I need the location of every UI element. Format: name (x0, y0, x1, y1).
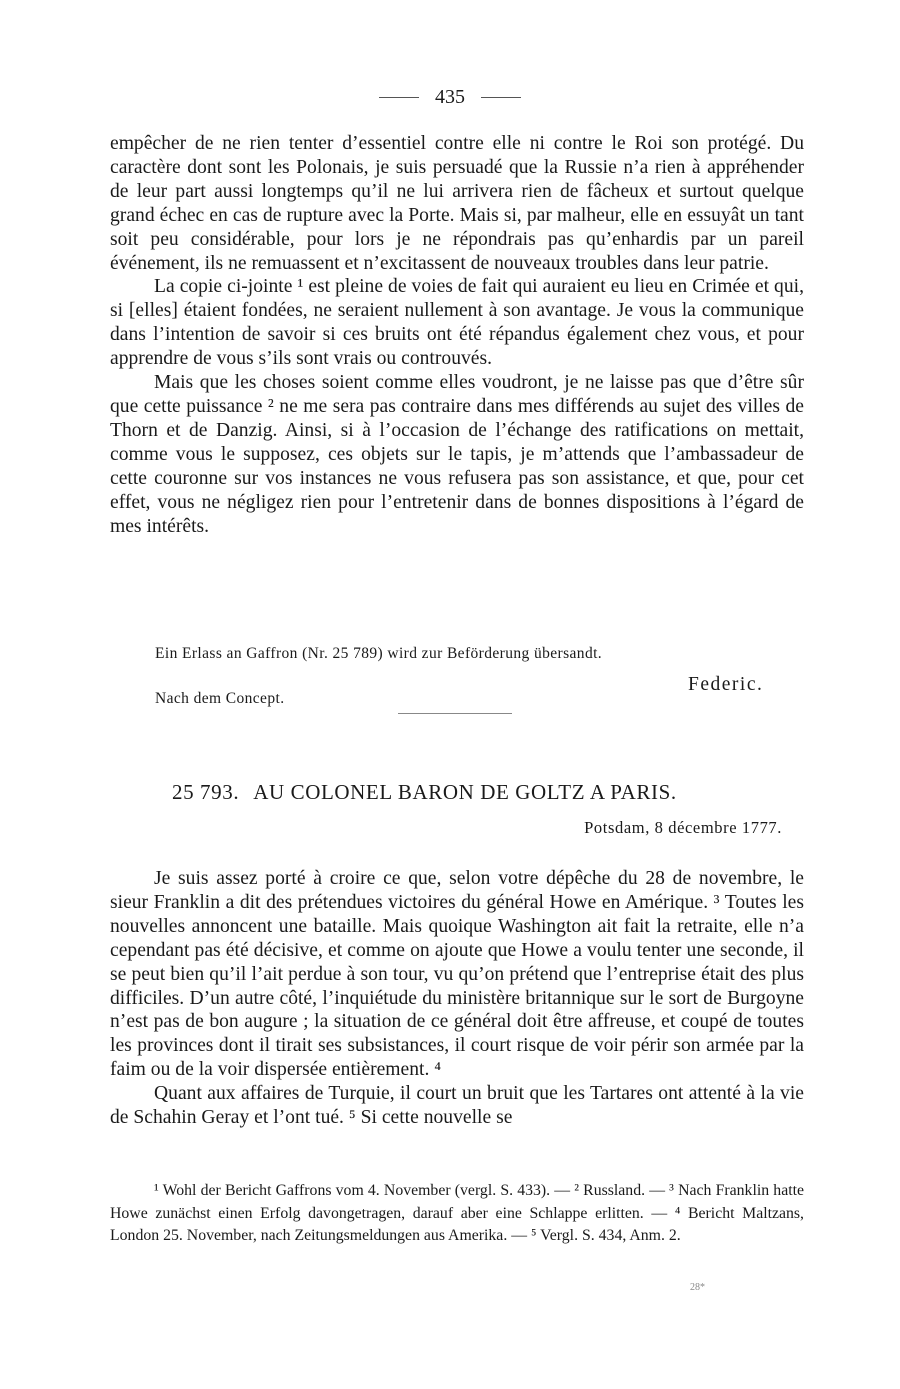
page-number: 435 (435, 86, 465, 108)
section-divider (398, 713, 512, 714)
paragraph: Je suis assez porté à croire ce que, selon votre dépêche du 28 de novembre, le sieur Franklin a dit des prétendues victoires du général Howe en Amérique. ³ Toutes les nouvelles annoncent une bataille. Mais quoique Washington ait fait la retraite, elle n’a cependant pas été décisive, et comme on ajoute que Howe a voulu tenter une seconde, il se peut bien qu’il l’ait perdue à son tour, vu qu’on prétend que l’entreprise était des plus difficiles. D’un autre côté, l’inquiétude du ministère britannique sur le sort de Burgoyne n’est pas de bon augure ; la situation de ce général doit être affreuse, et coupé de toutes les provinces dont il tirait ses subsistances, il court risque de voir périr son armée par la faim ou de la voir dispersée entièrement. ⁴ (110, 868, 804, 1081)
printer-signature-mark: 28* (690, 1282, 705, 1293)
signature: Federic. (688, 674, 764, 695)
header-rule-right (481, 97, 521, 98)
letter-number: 25 793. (172, 780, 240, 804)
source-note: Nach dem Concept. (155, 690, 285, 707)
letter-recipient: AU COLONEL BARON DE GOLTZ A PARIS. (253, 780, 677, 804)
paragraph: Mais que les choses soient comme elles voudront, je ne laisse pas que d’être sûr que cette puissance ² ne me sera pas contraire dans mes différends au sujet des villes de Thorn et de Danzig. Ainsi, si à l’occasion de l’échange des ratifications on mettait, comme vous le supposez, ces objets sur le tapis, je m’attends que l’ambassadeur de cette couronne sur vos instances ne vous refusera pas son assistance, et que, pour cet effet, vous ne négligez rien pour l’entretenir dans de bonnes dispositions à l’égard de mes intérêts. (110, 372, 804, 537)
header-rule-left (379, 97, 419, 98)
paragraph: Quant aux affaires de Turquie, il court un bruit que les Tartares ont attenté à la vie de Schahin Geray et l’ont tué. ⁵ Si cette nouvelle se (110, 1083, 804, 1129)
editorial-note: Ein Erlass an Gaffron (Nr. 25 789) wird zur Beförderung übersandt. (155, 645, 603, 662)
page-header (0, 86, 900, 109)
continued-letter-body (110, 132, 804, 538)
letter-body (110, 867, 804, 1130)
footnote-text: ¹ Wohl der Bericht Gaffrons vom 4. November (vergl. S. 433). — ² Russland. — ³ Nach Franklin hatte Howe zunächst einen Erfolg davongetragen, darauf aber eine Schlappe erlitten. — ⁴ Bericht Maltzans, London 25. November, nach Zeitungsmeldungen aus Amerika. — ⁵ Vergl. S. 434, Anm. 2. (110, 1182, 804, 1244)
letter-dateline: Potsdam, 8 décembre 1777. (584, 818, 782, 837)
paragraph: La copie ci-jointe ¹ est pleine de voies de fait qui auraient eu lieu en Crimée et qui, si [elles] étaient fondées, ne seraient nullement à son avantage. Je vous la communique dans l’intention de savoir si ces bruits ont été répandus également chez vous, et pour apprendre de vous s’ils sont vrais ou controuvés. (110, 276, 804, 370)
footnotes (110, 1180, 804, 1248)
letter-heading (172, 780, 677, 805)
paragraph: empêcher de ne rien tenter d’essentiel contre elle ni contre le Roi son protégé. Du caractère dont sont les Polonais, je suis persuadé que la Russie n’a rien à appréhender de leur part aussi longtemps qu’il ne lui arrivera rien de fâcheux et surtout quelque grand échec en cas de rupture avec la Porte. Mais si, par malheur, elle en essuyât un tant soit peu considérable, pour lors je ne répondrais pas qu’enhardis par un pareil événement, ils ne remuassent et n’excitassent de nouveaux troubles dans leur patrie. (110, 133, 804, 274)
